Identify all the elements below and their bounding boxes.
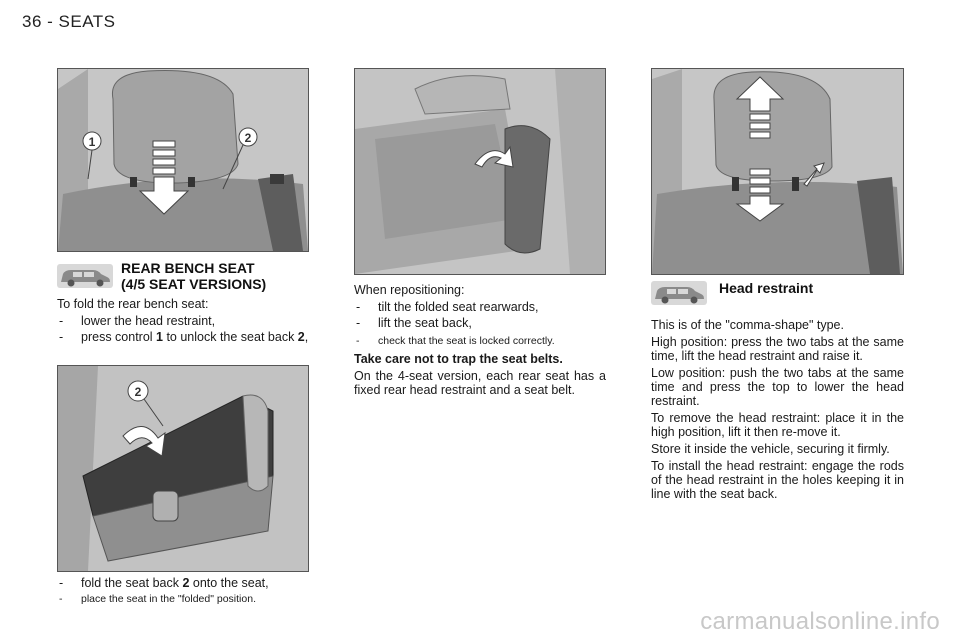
head-restraint-instructions (651, 318, 904, 504)
watermark: carmanualsonline.info (700, 608, 940, 635)
rear-bench-instructions (57, 297, 309, 346)
head-restraint-install: To install the head restraint: engage the rods of the head restraint in the holes keeping it in line with the seat back. (651, 459, 904, 501)
rear-bench-intro: To fold the rear bench seat: (57, 297, 209, 311)
seat-repositioning-illustration (354, 68, 606, 275)
callout-1-label: 1 (88, 135, 96, 149)
head-restraint-heading: Head restraint (719, 280, 814, 296)
repositioning-intro: When repositioning: (354, 283, 465, 297)
head-restraint-type: This is of the "comma-shape" type. (651, 318, 844, 332)
repositioning-step-1: - tilt the folded seat rearwards, (356, 300, 539, 314)
rear-bench-heading-block (57, 258, 312, 294)
rear-bench-step-4: - place the seat in the "folded" position. (59, 593, 256, 605)
car-silhouette-icon (57, 264, 113, 288)
head-restraint-store: Store it inside the vehicle, securing it firmly. (651, 442, 890, 456)
rear-bench-fold-steps (57, 576, 312, 608)
bench-seat-folding-illustration (57, 365, 309, 572)
rear-bench-heading: REAR BENCH SEAT (4/5 SEAT VERSIONS) (121, 260, 267, 292)
rear-bench-step-1: - lower the head restraint, (59, 314, 216, 328)
head-restraint-remove: To remove the head restraint: place it in the high position, lift it then re-move it. (651, 411, 904, 439)
seat-belt-warning: Take care not to trap the seat belts. (354, 352, 563, 366)
head-restraint-adjust-illustration (651, 68, 904, 275)
callout-2-label: 2 (134, 385, 142, 399)
car-silhouette-icon (651, 281, 707, 305)
repositioning-step-3: - check that the seat is locked correctly. (356, 335, 555, 347)
page-header: 36 - SEATS (22, 12, 116, 31)
four-seat-note: On the 4-seat version, each rear seat has a fixed rear head restraint and a seat belt. (354, 369, 606, 397)
head-restraint-low: Low position: push the two tabs at the same time and press the top to lower the head restraint. (651, 366, 904, 408)
repositioning-instructions (354, 283, 606, 400)
headrest-lowering-illustration (57, 68, 309, 252)
head-restraint-heading-block (651, 279, 903, 309)
callout-2-label: 2 (244, 131, 252, 145)
head-restraint-high: High position: press the two tabs at the same time, lift the head restraint and raise it. (651, 335, 904, 363)
repositioning-step-2: - lift the seat back, (356, 316, 472, 330)
rear-bench-step-2: - press control 1 to unlock the seat back 2, (59, 330, 309, 344)
rear-bench-step-3: - fold the seat back 2 onto the seat, (59, 576, 269, 590)
